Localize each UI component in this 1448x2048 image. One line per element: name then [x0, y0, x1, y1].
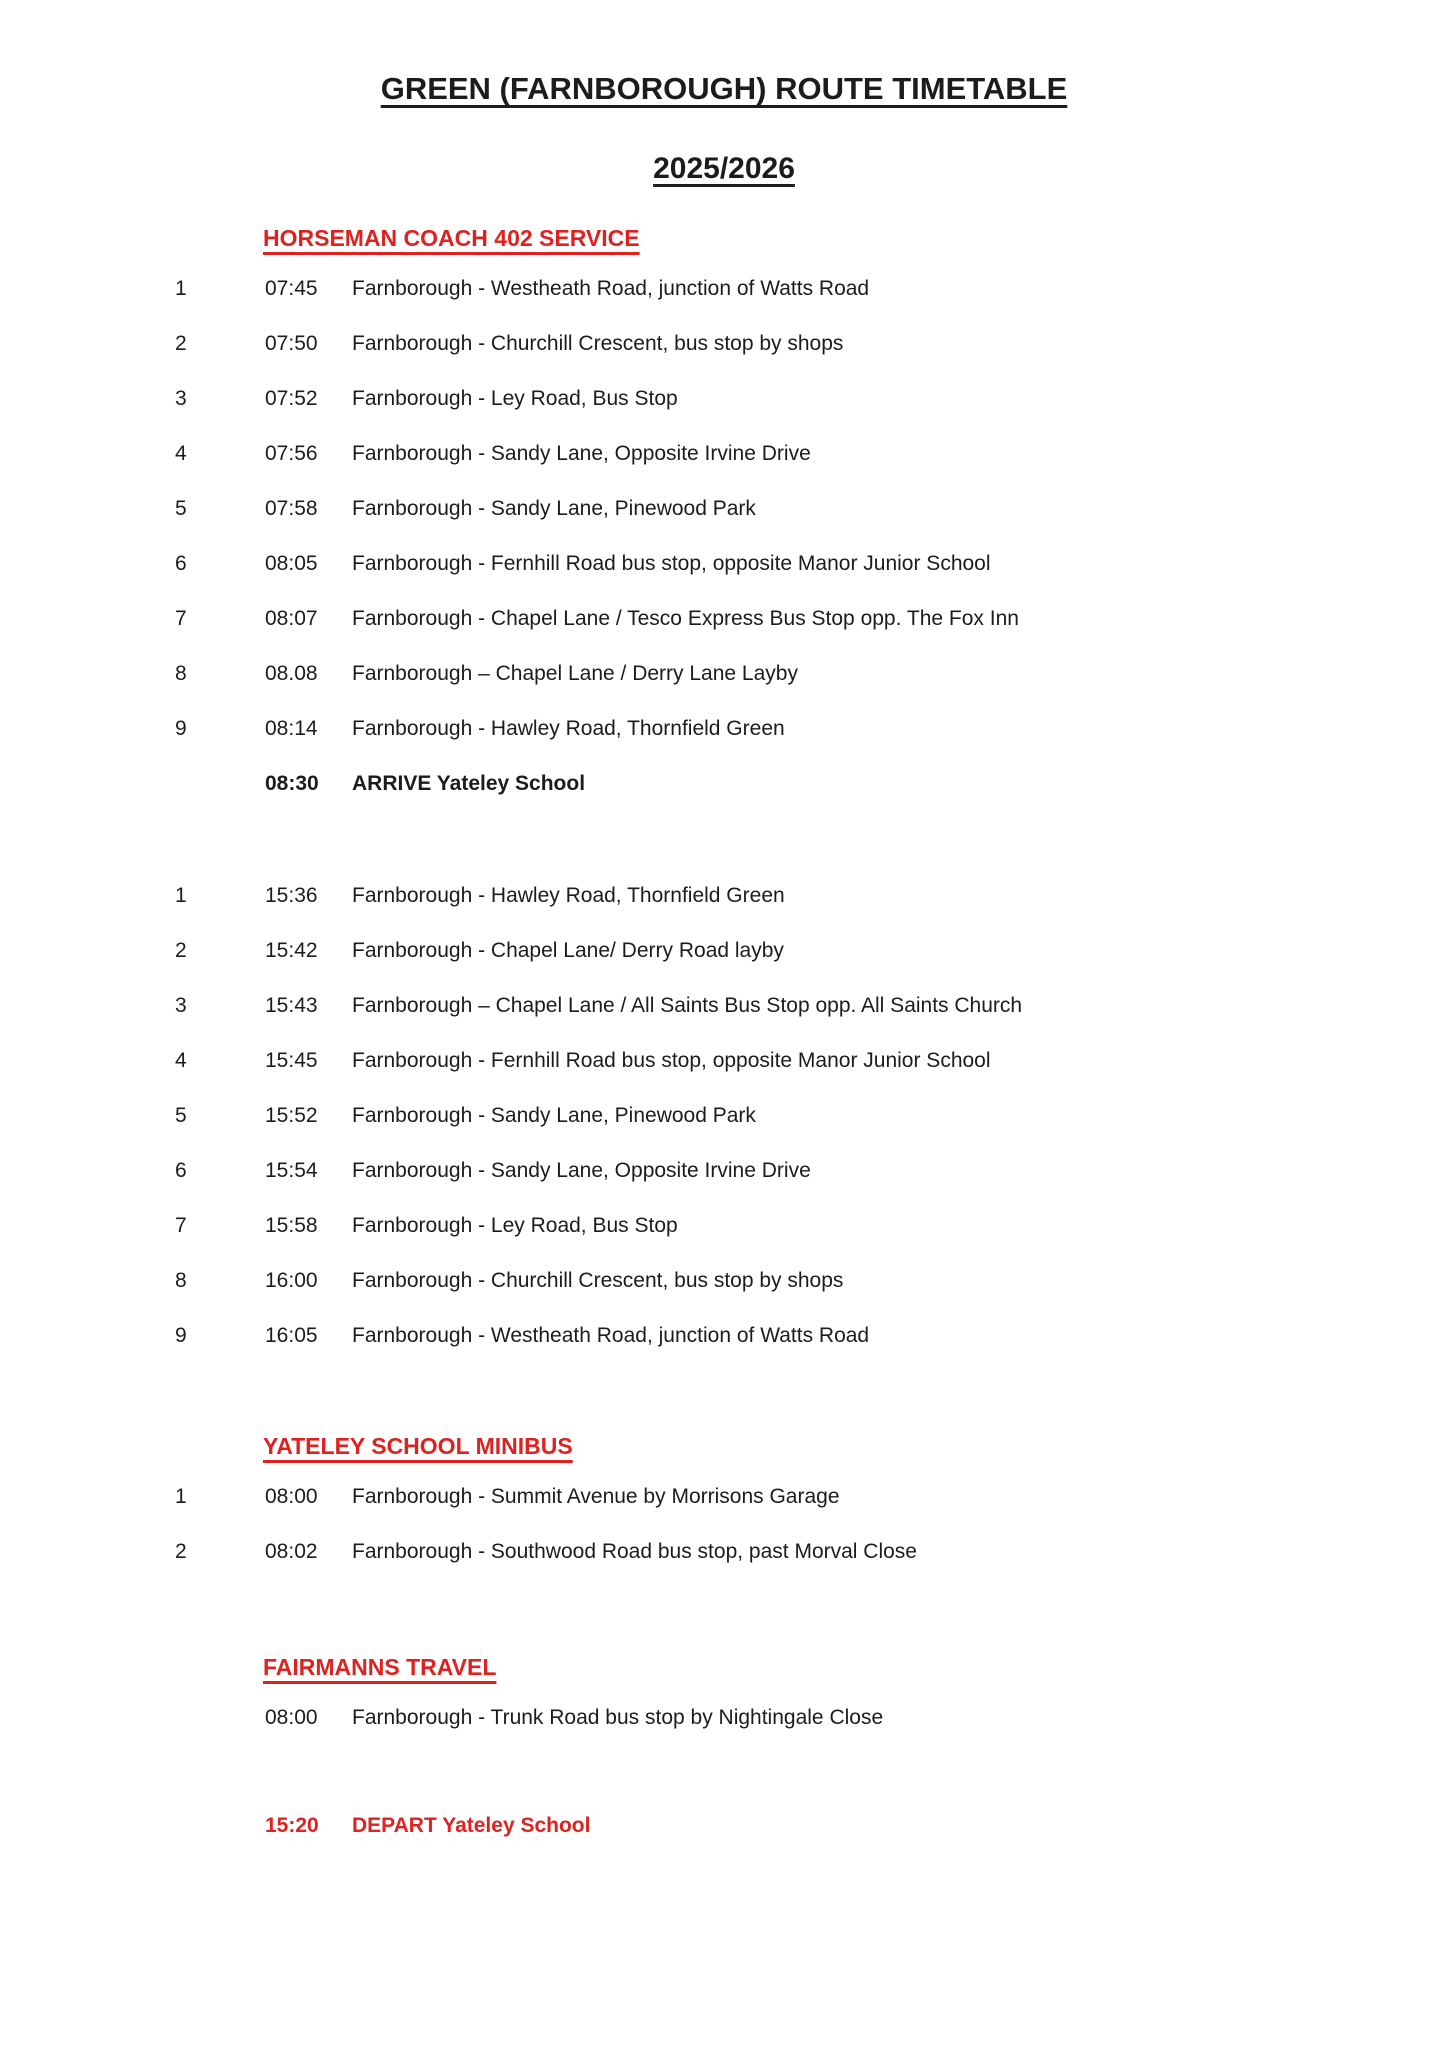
- stop-description: Farnborough - Sandy Lane, Pinewood Park: [352, 496, 756, 520]
- table-row: [0, 646, 1448, 701]
- stop-description: Farnborough - Churchill Crescent, bus stop by shops: [352, 1268, 844, 1292]
- table-row: [0, 1088, 1448, 1143]
- table-row: [0, 536, 1448, 591]
- stop-time: 16:05: [265, 1323, 318, 1347]
- page-title-text: GREEN (FARNBOROUGH) ROUTE TIMETABLE: [380, 71, 1068, 106]
- stop-description: Farnborough - Ley Road, Bus Stop: [352, 386, 678, 410]
- table-row: [0, 1033, 1448, 1088]
- stop-description: Farnborough - Fernhill Road bus stop, opposite Manor Junior School: [352, 551, 991, 575]
- stop-number: 7: [175, 1213, 187, 1237]
- stop-description: Farnborough - Chapel Lane/ Derry Road layby: [352, 938, 784, 962]
- stop-time: 07:58: [265, 496, 318, 520]
- stop-description: Farnborough - Sandy Lane, Pinewood Park: [352, 1103, 756, 1127]
- stop-description: Farnborough - Churchill Crescent, bus stop by shops: [352, 331, 844, 355]
- stop-time: 08:07: [265, 606, 318, 630]
- table-row: [0, 316, 1448, 371]
- stop-time: 16:00: [265, 1268, 318, 1292]
- stop-time: 15:52: [265, 1103, 318, 1127]
- table-row: [0, 1469, 1448, 1524]
- section-heading-minibus: [263, 1432, 1448, 1460]
- stop-description: Farnborough – Chapel Lane / Derry Lane Layby: [352, 661, 798, 685]
- table-row: [0, 1308, 1448, 1363]
- arrive-time: 08:30: [265, 771, 319, 795]
- stop-number: 7: [175, 606, 187, 630]
- table-row: [0, 1143, 1448, 1198]
- stop-number: 2: [175, 1539, 187, 1563]
- stop-number: 4: [175, 441, 187, 465]
- stop-number: 3: [175, 386, 187, 410]
- stop-description: Farnborough - Westheath Road, junction of Watts Road: [352, 276, 870, 300]
- page-title: [0, 0, 1448, 108]
- stop-description: Farnborough – Chapel Lane / All Saints Bus Stop opp. All Saints Church: [352, 993, 1023, 1017]
- stop-description: Farnborough - Chapel Lane / Tesco Express Bus Stop opp. The Fox Inn: [352, 606, 1019, 630]
- stop-time: 15:54: [265, 1158, 318, 1182]
- stop-number: 6: [175, 551, 187, 575]
- stop-number: 4: [175, 1048, 187, 1072]
- stop-number: 3: [175, 993, 187, 1017]
- stop-description: Farnborough - Southwood Road bus stop, past Morval Close: [352, 1539, 917, 1563]
- stop-time: 07:52: [265, 386, 318, 410]
- stop-time: 15:36: [265, 883, 318, 907]
- stop-time: 07:56: [265, 441, 318, 465]
- table-row: [0, 261, 1448, 316]
- morning-stop-list: [0, 261, 1448, 811]
- stop-description: Farnborough - Sandy Lane, Opposite Irvine Drive: [352, 441, 811, 465]
- table-row: [0, 1690, 1448, 1745]
- stop-number: 1: [175, 883, 187, 907]
- depart-time: 15:20: [265, 1813, 319, 1837]
- stop-time: 15:42: [265, 938, 318, 962]
- stop-number: 5: [175, 1103, 187, 1127]
- section-heading-fairmanns: [263, 1653, 1448, 1681]
- school-year-text: 2025/2026: [653, 152, 795, 185]
- stop-time: 07:45: [265, 276, 318, 300]
- stop-time: 08:00: [265, 1484, 318, 1508]
- section-heading-horseman: [263, 224, 1448, 252]
- table-row: [0, 1198, 1448, 1253]
- depart-row: [0, 1798, 1448, 1853]
- stop-description: Farnborough - Sandy Lane, Opposite Irvine Drive: [352, 1158, 811, 1182]
- table-row: [0, 1524, 1448, 1579]
- table-row: [0, 978, 1448, 1033]
- stop-description: Farnborough - Westheath Road, junction of Watts Road: [352, 1323, 870, 1347]
- stop-number: 1: [175, 276, 187, 300]
- stop-number: 6: [175, 1158, 187, 1182]
- fairmanns-stop-list: [0, 1690, 1448, 1745]
- table-row: [0, 868, 1448, 923]
- table-row: [0, 701, 1448, 756]
- table-row: [0, 426, 1448, 481]
- stop-description: Farnborough - Ley Road, Bus Stop: [352, 1213, 678, 1237]
- table-row: [0, 481, 1448, 536]
- section-heading-minibus-text: YATELEY SCHOOL MINIBUS: [263, 1433, 573, 1459]
- section-heading-fairmanns-text: FAIRMANNS TRAVEL: [263, 1654, 497, 1680]
- section-heading-horseman-text: HORSEMAN COACH 402 SERVICE: [263, 225, 640, 251]
- stop-number: 8: [175, 1268, 187, 1292]
- stop-number: 9: [175, 716, 187, 740]
- stop-time: 15:45: [265, 1048, 318, 1072]
- stop-description: Farnborough - Trunk Road bus stop by Nightingale Close: [352, 1705, 884, 1729]
- stop-number: 9: [175, 1323, 187, 1347]
- school-year-subtitle: [0, 150, 1448, 187]
- stop-number: 2: [175, 331, 187, 355]
- table-row: [0, 923, 1448, 978]
- stop-description: Farnborough - Fernhill Road bus stop, opposite Manor Junior School: [352, 1048, 991, 1072]
- arrive-label: ARRIVE Yateley School: [352, 771, 586, 795]
- table-row: [0, 371, 1448, 426]
- afternoon-stop-list: [0, 868, 1448, 1363]
- stop-number: 1: [175, 1484, 187, 1508]
- stop-description: Farnborough - Summit Avenue by Morrisons Garage: [352, 1484, 840, 1508]
- stop-time: 15:58: [265, 1213, 318, 1237]
- stop-description: Farnborough - Hawley Road, Thornfield Green: [352, 883, 785, 907]
- table-row: [0, 591, 1448, 646]
- stop-time: 15:43: [265, 993, 318, 1017]
- stop-time: 08:14: [265, 716, 318, 740]
- table-row: [0, 1253, 1448, 1308]
- stop-description: Farnborough - Hawley Road, Thornfield Green: [352, 716, 785, 740]
- depart-label: DEPART Yateley School: [352, 1813, 591, 1837]
- stop-number: 2: [175, 938, 187, 962]
- arrive-row: [0, 756, 1448, 811]
- stop-time: 08.08: [265, 661, 318, 685]
- stop-number: 5: [175, 496, 187, 520]
- stop-time: 08:02: [265, 1539, 318, 1563]
- stop-time: 07:50: [265, 331, 318, 355]
- stop-number: 8: [175, 661, 187, 685]
- stop-time: 08:05: [265, 551, 318, 575]
- minibus-stop-list: [0, 1469, 1448, 1579]
- stop-time: 08:00: [265, 1705, 318, 1729]
